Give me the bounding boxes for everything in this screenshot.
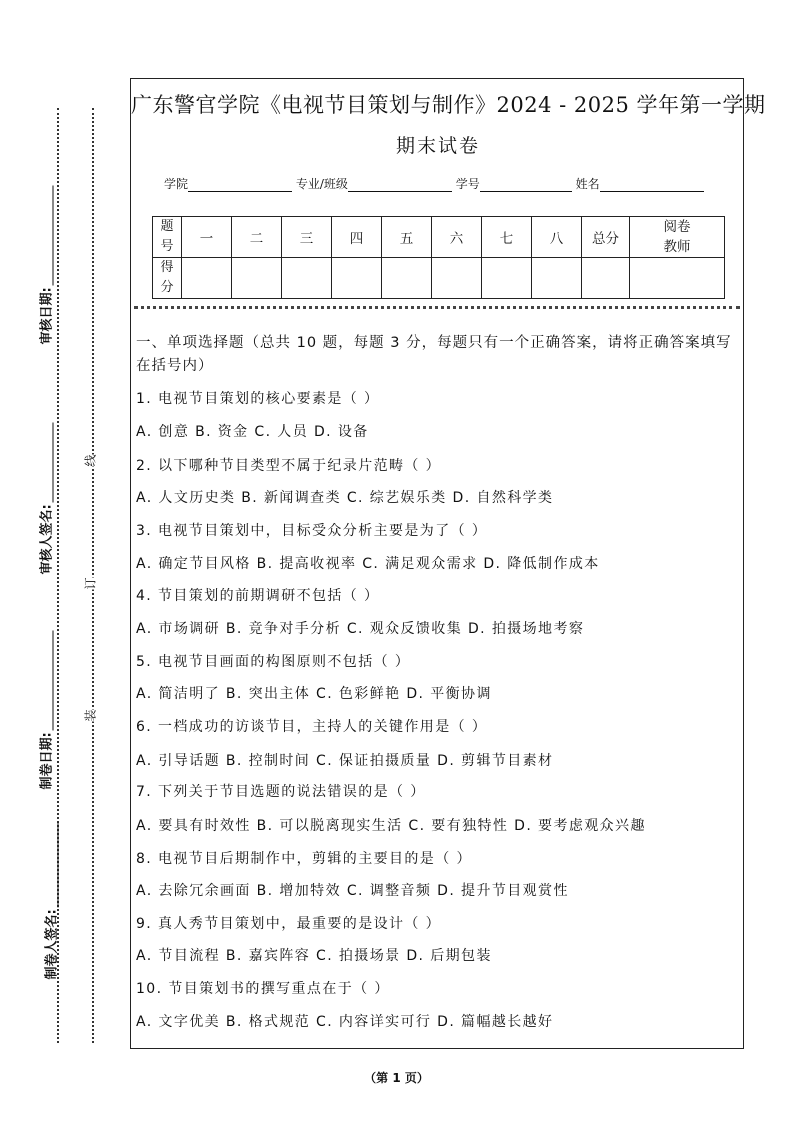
student-info-row — [164, 175, 704, 192]
dotted-separator — [134, 306, 740, 309]
question-6: 6. 一档成功的访谈节目，主持人的关键作用是（ ） — [136, 719, 488, 735]
binding-char-zhuang: 装 — [80, 709, 101, 721]
score-table-score-row — [153, 258, 725, 299]
exam-paper-frame — [130, 78, 766, 1049]
col-reviewer: 阅卷 教师 — [630, 217, 725, 258]
binding-char-ding: 订 — [80, 577, 101, 589]
col-6: 六 — [432, 217, 482, 258]
reviewer-signature-label: 审核人签名: — [39, 504, 55, 575]
score-cell[interactable] — [382, 258, 432, 299]
question-5: 5. 电视节目画面的构图原则不包括（ ） — [136, 654, 411, 670]
score-cell[interactable] — [482, 258, 532, 299]
paper-date-label: 制卷日期: — [39, 732, 55, 790]
reviewer-cell[interactable] — [630, 258, 725, 299]
exam-title: 广东警官学院《电视节目策划与制作》2024 - 2025 学年第一学期 — [131, 93, 766, 117]
review-date-field — [36, 215, 55, 345]
options-9: A. 节目流程 B. 嘉宾阵容 C. 拍摄场景 D. 后期包装 — [136, 948, 492, 964]
review-date-label: 审核日期: — [39, 287, 55, 345]
field-label-major-class: 专业/班级 — [295, 177, 348, 191]
options-1: A. 创意 B. 资金 C. 人员 D. 设备 — [136, 424, 369, 440]
options-5: A. 简洁明了 B. 突出主体 C. 色彩鲜艳 D. 平衡协调 — [136, 686, 492, 702]
score-cell[interactable] — [282, 258, 332, 299]
score-cell-total[interactable] — [582, 258, 630, 299]
options-8: A. 去除冗余画面 B. 增加特效 C. 调整音频 D. 提升节目观赏性 — [136, 883, 569, 899]
field-label-name: 姓名 — [575, 177, 600, 191]
options-6: A. 引导话题 B. 控制时间 C. 保证拍摄质量 D. 剪辑节目素材 — [136, 753, 554, 769]
paper-date-field — [36, 660, 55, 790]
name-input-line[interactable] — [600, 177, 704, 192]
field-label-student-id: 学号 — [455, 177, 480, 191]
options-7: A. 要具有时效性 B. 可以脱离现实生活 C. 要有独特性 D. 要考虑观众兴趣 — [136, 818, 646, 834]
question-1: 1. 电视节目策划的核心要素是（ ） — [136, 391, 380, 407]
score-cell[interactable] — [432, 258, 482, 299]
question-9: 9. 真人秀节目策划中，最重要的是设计（ ） — [136, 916, 442, 932]
reviewer-signature-field — [36, 445, 55, 575]
col-8: 八 — [532, 217, 582, 258]
major-class-input-line[interactable] — [348, 177, 452, 192]
options-3: A. 确定节目风格 B. 提高收视率 C. 满足观众需求 D. 降低制作成本 — [136, 556, 600, 572]
question-2: 2. 以下哪种节目类型不属于纪录片范畴（ ） — [136, 458, 442, 474]
section-heading: 一、单项选择题（总共 10 题，每题 3 分，每题只有一个正确答案，请将正确答案填写在括号内） — [136, 335, 732, 374]
score-table-header-row — [153, 217, 725, 258]
college-input-line[interactable] — [188, 177, 292, 192]
binding-line-inner — [92, 108, 94, 1043]
question-10: 10. 节目策划书的撰写重点在于（ ） — [136, 981, 390, 997]
student-id-input-line[interactable] — [480, 177, 572, 192]
options-4: A. 市场调研 B. 竞争对手分析 C. 观众反馈收集 D. 拍摄场地考察 — [136, 621, 585, 637]
question-3: 3. 电视节目策划中，目标受众分析主要是为了（ ） — [136, 523, 488, 539]
col-7: 七 — [482, 217, 532, 258]
score-cell[interactable] — [182, 258, 232, 299]
question-7: 7. 下列关于节目选题的说法错误的是（ ） — [136, 784, 426, 800]
field-label-college: 学院 — [164, 177, 189, 191]
col-4: 四 — [332, 217, 382, 258]
paper-maker-signature-label: 制卷人签名: — [44, 909, 60, 980]
score-cell[interactable] — [332, 258, 382, 299]
binding-char-xian: 线 — [80, 454, 101, 466]
col-total: 总分 — [582, 217, 630, 258]
question-number-header: 题 号 — [153, 217, 182, 258]
score-table — [152, 216, 725, 299]
question-8: 8. 电视节目后期制作中，剪辑的主要目的是（ ） — [136, 851, 472, 867]
options-10: A. 文字优美 B. 格式规范 C. 内容详实可行 D. 篇幅越长越好 — [136, 1014, 554, 1030]
score-cell[interactable] — [232, 258, 282, 299]
col-1: 一 — [182, 217, 232, 258]
page-number: （第 1 页） — [364, 1071, 429, 1085]
col-2: 二 — [232, 217, 282, 258]
score-cell[interactable] — [532, 258, 582, 299]
question-4: 4. 节目策划的前期调研不包括（ ） — [136, 588, 380, 604]
options-2: A. 人文历史类 B. 新闻调查类 C. 综艺娱乐类 D. 自然科学类 — [136, 490, 554, 506]
exam-subtitle: 期末试卷 — [395, 135, 480, 157]
col-5: 五 — [382, 217, 432, 258]
paper-maker-signature-field — [41, 840, 60, 980]
col-3: 三 — [282, 217, 332, 258]
score-header: 得 分 — [153, 258, 182, 299]
